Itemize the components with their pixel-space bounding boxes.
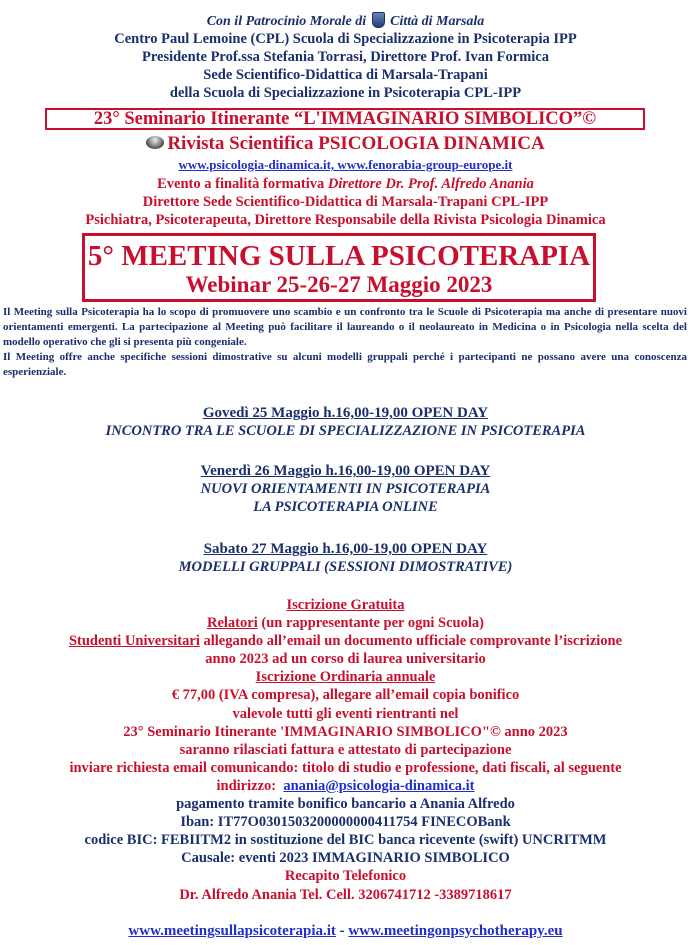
header-line: Presidente Prof.ssa Stefania Torrasi, Direttore Prof. Ivan Formica — [141, 49, 549, 65]
day-heading: Venerdì 26 Maggio h.16,00-19,00 OPEN DAY — [200, 463, 491, 479]
students-line — [0, 632, 691, 650]
meeting-date: Webinar 25-26-27 Maggio 2023 — [185, 272, 493, 297]
organizer-header — [0, 30, 691, 102]
students-label: Studenti Universitari — [68, 633, 200, 650]
journal-title: Rivista Scientifica PSICOLOGIA DINAMICA — [167, 133, 545, 154]
request-line: inviare richiesta email comunicando: titolo di studio e professione, dati fiscali, al seguente — [69, 759, 622, 776]
day-topic: INCONTRO TRA LE SCUOLE DI SPECIALIZZAZIONE IN PSICOTERAPIA — [105, 423, 586, 439]
causale-line: Causale: eventi 2023 IMMAGINARIO SIMBOLICO — [181, 850, 510, 867]
event-line-prefix: Evento a finalità formativa — [157, 176, 328, 192]
web-links — [0, 157, 691, 173]
event-director: Direttore Dr. Prof. Alfredo Anania — [327, 176, 534, 192]
contact-line: Dr. Alfredo Anania Tel. Cell. 3206741712 -3389718617 — [179, 886, 512, 903]
address-line — [0, 777, 691, 795]
phone-title: Recapito Telefonico — [284, 868, 407, 885]
free-registration-title: Iscrizione Gratuita — [286, 597, 405, 613]
footer-links — [0, 922, 691, 940]
intro-paragraph: Il Meeting sulla Psicoterapia ha lo scopo di promuovere uno scambio e un confronto tra le Scuole di Psicoterapia ma anche di presentare nuovi orientamenti emergenti. La partecipazione al Meeting può facilitare il laureando o il neolaureato in Medicina o in Psicologia nella scelta del modello operativo che gli si presenta più congeniale. — [3, 306, 687, 348]
day-heading: Sabato 27 Maggio h.16,00-19,00 OPEN DAY — [203, 541, 488, 557]
footer-link-english[interactable]: www.meetingonpsychotherapy.eu — [348, 923, 563, 939]
program-day-1 — [0, 404, 691, 440]
patronage-prefix: Con il Patrocinio Morale di — [206, 14, 367, 29]
program-day-3 — [0, 540, 691, 576]
meeting-title-box — [82, 233, 596, 302]
header-line: della Scuola di Specializzazione in Psicoterapia CPL-IPP — [169, 85, 522, 101]
day-topic: MODELLI GRUPPALI (SESSIONI DIMOSTRATIVE) — [178, 559, 513, 575]
website-links[interactable]: www.psicologia-dinamica.it, www.fenorabia-group-europe.it — [178, 157, 513, 172]
event-line-3: Psichiatra, Psicoterapeuta, Direttore Responsabile della Rivista Psicologia Dinamica — [85, 212, 606, 228]
annual-registration-title: Iscrizione Ordinaria annuale — [255, 669, 436, 686]
day-heading: Govedì 25 Maggio h.16,00-19,00 OPEN DAY — [202, 405, 489, 421]
registration-section — [0, 596, 691, 904]
city-crest-icon — [372, 12, 385, 28]
journal-title-line — [0, 133, 691, 155]
meeting-title: 5° MEETING SULLA PSICOTERAPIA — [87, 240, 591, 272]
address-label: indirizzo: — [216, 777, 277, 794]
price-line: € 77,00 (IVA compresa), allegare all’email copia bonifico — [171, 687, 520, 704]
event-line-2: Direttore Sede Scientifico-Didattica di Marsala-Trapani CPL-IPP — [142, 194, 549, 210]
speakers-label: Relatori — [207, 615, 258, 632]
footer-link-italian[interactable]: www.meetingsullapsicoterapia.it — [128, 923, 336, 939]
header-line: Sede Scientifico-Didattica di Marsala-Trapani — [203, 67, 488, 83]
patronage-line — [0, 12, 691, 30]
patronage-city: Città di Marsala — [390, 14, 485, 29]
students-text: allegando all’email un documento ufficiale comprovante l’iscrizione — [199, 633, 623, 650]
seminar-title-box — [45, 108, 645, 130]
speakers-text: (un rappresentante per ogni Scuola) — [257, 615, 484, 632]
seminar-reference-line: 23° Seminario Itinerante 'IMMAGINARIO SIMBOLICO"© anno 2023 — [123, 723, 568, 740]
validity-line: valevole tutti gli eventi rientranti nel — [232, 705, 459, 722]
header-line: Centro Paul Lemoine (CPL) Scuola di Specializzazione in Psicoterapia IPP — [114, 31, 577, 47]
iban-line: Iban: IT77O0301503200000000411754 FINECOBank — [180, 814, 511, 831]
intro-paragraph: Il Meeting offre anche specifiche sessioni dimostrative su alcuni modelli gruppali perché i partecipanti ne possano avere una conoscenza esperienziale. — [3, 351, 687, 378]
students-line-2: anno 2023 ad un corso di laurea universitario — [205, 651, 486, 668]
event-info — [0, 175, 691, 229]
bic-line: codice BIC: FEBIITM2 in sostituzione del BIC banca ricevente (swift) UNCRITMM — [84, 832, 607, 849]
event-line-1 — [0, 175, 691, 193]
seminar-title: 23° Seminario Itinerante “L'IMMAGINARIO SIMBOLICO”© — [93, 109, 597, 129]
invoice-line: saranno rilasciati fattura e attestato di partecipazione — [179, 741, 512, 758]
globe-icon — [146, 136, 164, 149]
intro-text — [3, 305, 687, 380]
email-link[interactable]: anania@psicologia-dinamica.it — [283, 777, 475, 794]
day-topic: NUOVI ORIENTAMENTI IN PSICOTERAPIA — [200, 481, 491, 497]
footer-separator: - — [335, 923, 349, 939]
payment-line: pagamento tramite bonifico bancario a Anania Alfredo — [176, 796, 515, 813]
speakers-line — [0, 614, 691, 632]
day-topic: LA PSICOTERAPIA ONLINE — [253, 499, 438, 515]
program-day-2 — [0, 462, 691, 516]
